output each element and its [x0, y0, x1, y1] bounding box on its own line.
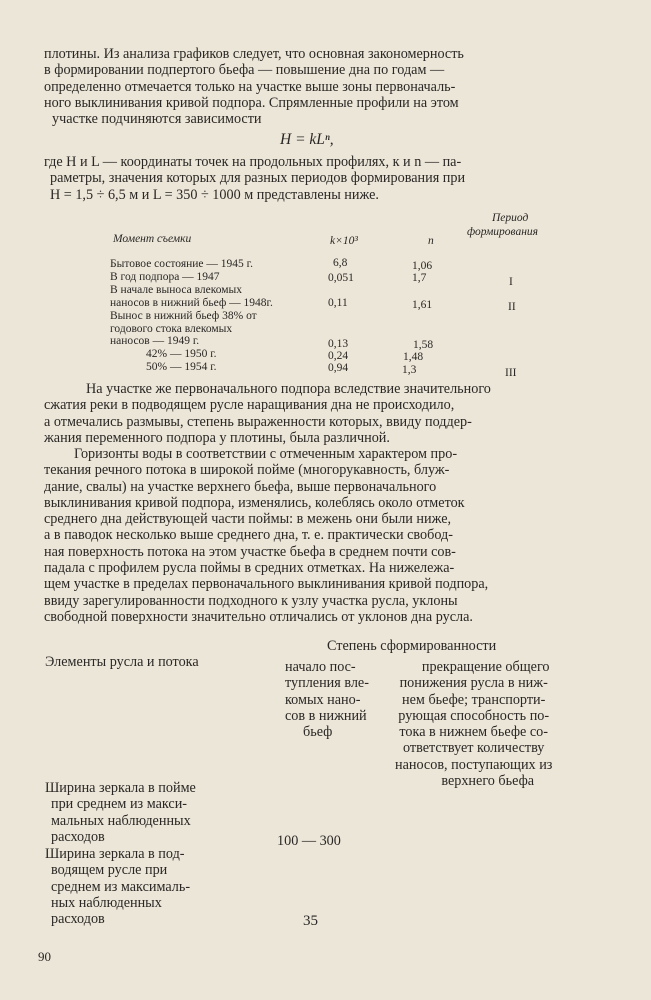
- header-line: понижения русла в ниж-: [399, 675, 548, 692]
- text-line: Горизонты воды в соответствии с отмеченным характером про-: [74, 446, 458, 462]
- table2-col2-header: [395, 659, 552, 789]
- table2-row2-label: [45, 846, 190, 927]
- text-line: раметры, значения которых для разных периодов формирования при: [50, 170, 466, 187]
- label-line: при среднем из макси-: [51, 796, 188, 813]
- text-line: определенно отмечается только на участке выше зоны первоначаль-: [44, 78, 456, 95]
- table2-row1-label: [45, 780, 196, 845]
- header-line: бьеф: [303, 724, 333, 741]
- label-line: Ширина зеркала в пойме: [45, 780, 196, 796]
- text-line: в формировании подпертого бьефа — повышение дна по годам —: [44, 62, 445, 79]
- header-line: тупления вле-: [285, 675, 369, 692]
- header-line: начало пос-: [285, 659, 356, 675]
- text-line: участке подчиняются зависимости: [52, 111, 262, 128]
- table1-row-label: 42% — 1950 г.: [146, 348, 217, 360]
- table1-cell-period: II: [508, 301, 516, 313]
- formula: H = kLⁿ,: [280, 131, 334, 148]
- header-line: нем бьефе; транспорти-: [402, 691, 546, 708]
- table1-header-k: k×10³: [330, 235, 358, 247]
- paragraph-2: [44, 154, 600, 203]
- text-line: текания речного потока в широкой пойме (многорукавность, блуж-: [44, 462, 450, 479]
- text-line: ввиду зарегулированности подходного к узлу участка русла, уклоны: [44, 592, 458, 609]
- text-line: ного выклинивания кривой подпора. Спрямленные профили на этом: [44, 94, 459, 111]
- table2-col1-header: [285, 659, 369, 740]
- text-line: сжатия реки в подводящем русле наращивания дна не происходило,: [44, 397, 455, 414]
- text-line: а отмечались размывы, степень выраженности которых, ввиду поддер-: [44, 413, 472, 430]
- text-line: жания переменного подпора у плотины, была различной.: [44, 429, 390, 446]
- table2-group-header: Степень сформированности: [327, 638, 497, 654]
- header-line: наносов, поступающих из: [395, 756, 553, 773]
- table1-cell-n: 1,48: [403, 351, 424, 363]
- table1-row-label: годового стока влекомых: [110, 323, 233, 335]
- table1-cell-k: 0,051: [328, 272, 354, 284]
- header-line: рующая способность по-: [398, 707, 550, 724]
- table1-cell-period: I: [509, 276, 513, 288]
- text-line: свободной поверхности значительно отличались от уклонов дна русла.: [44, 608, 473, 625]
- table1-cell-n: 1,58: [413, 339, 434, 351]
- header-line: комых нано-: [285, 691, 361, 708]
- table1-cell-n: 1,06: [412, 260, 433, 272]
- table1-row-label: Вынос в нижний бьеф 38% от: [110, 310, 257, 322]
- text-line: а в паводок несколько выше среднего дна, т. е. практически свобод-: [44, 527, 453, 544]
- table1-header-period: Период: [492, 212, 529, 224]
- page-number: 35: [303, 913, 318, 929]
- table1-row-label: Бытовое состояние — 1945 г.: [110, 258, 253, 270]
- table1-cell-k: 0,11: [328, 297, 348, 309]
- table1-row-label: В год подпора — 1947: [110, 271, 220, 283]
- table1-header-moment: Момент съемки: [113, 233, 192, 245]
- table2-elements-header: Элементы русла и потока: [45, 654, 199, 670]
- table1-row-label: наносов — 1949 г.: [110, 335, 200, 347]
- table1-cell-k: 6,8: [333, 257, 348, 269]
- text-line: H = 1,5 ÷ 6,5 м и L = 350 ÷ 1000 м представлены ниже.: [50, 186, 379, 203]
- table1-header-n: n: [428, 235, 434, 247]
- label-line: мальных наблюденных: [51, 812, 191, 829]
- side-page-number: 90: [38, 949, 51, 964]
- table1-cell-k: 0,94: [328, 362, 349, 374]
- label-line: расходов: [51, 828, 105, 845]
- table1-cell-period: III: [505, 367, 517, 379]
- paragraph-1: [44, 46, 600, 127]
- header-line: прекращение общего: [421, 659, 550, 675]
- table1-cell-n: 1,61: [412, 299, 433, 311]
- text-line: выклинивания кривой подпора, изменялись, колеблясь около отметок: [44, 494, 465, 511]
- text-line: ная поверхность потока на этом участке бьефа в среднем почти сов-: [44, 543, 456, 560]
- label-line: ных наблюденных: [51, 894, 162, 911]
- table1-header-period-2: формирования: [467, 226, 538, 238]
- text-line: щем участке в пределах первоначального выклинивания кривой подпора,: [44, 576, 489, 593]
- table1-row-label: В начале выноса влекомых: [110, 284, 243, 296]
- text-line: среднего дна действующей части поймы: в межень они были ниже,: [44, 511, 452, 528]
- paragraph-4: [44, 446, 600, 625]
- table1-cell-n: 1,3: [402, 364, 417, 376]
- header-line: тока в нижнем бьефе со-: [399, 724, 548, 741]
- table1-cell-n: 1,7: [412, 272, 427, 284]
- header-line: сов в нижний: [285, 707, 367, 724]
- label-line: среднем из максималь-: [51, 878, 191, 895]
- text-line: где H и L — координаты точек на продольных профилях, к и n — па-: [44, 154, 462, 170]
- header-line: ответствует количеству: [403, 740, 545, 757]
- text-line: дание, свалы) на участке верхнего бьефа, выше первоначального: [44, 478, 437, 495]
- table2-row1-value: 100 — 300: [277, 833, 341, 849]
- text-line: падала с профилем русла поймы в средних отметках. На нижележа-: [44, 560, 455, 577]
- label-line: водящем русле при: [51, 862, 168, 879]
- header-line: верхнего бьефа: [441, 773, 535, 790]
- table1-cell-k: 0,24: [328, 350, 349, 362]
- label-line: Ширина зеркала в под-: [45, 846, 185, 862]
- paragraph-3: [44, 381, 600, 446]
- text-line: На участке же первоначального подпора вследствие значительного: [86, 381, 491, 397]
- label-line: расходов: [51, 911, 105, 928]
- table1-row-label: 50% — 1954 г.: [146, 361, 217, 373]
- table1-row-label: наносов в нижний бьеф — 1948г.: [110, 297, 273, 309]
- text-line: плотины. Из анализа графиков следует, что основная закономерность: [44, 46, 464, 62]
- table1-cell-k: 0,13: [328, 338, 349, 350]
